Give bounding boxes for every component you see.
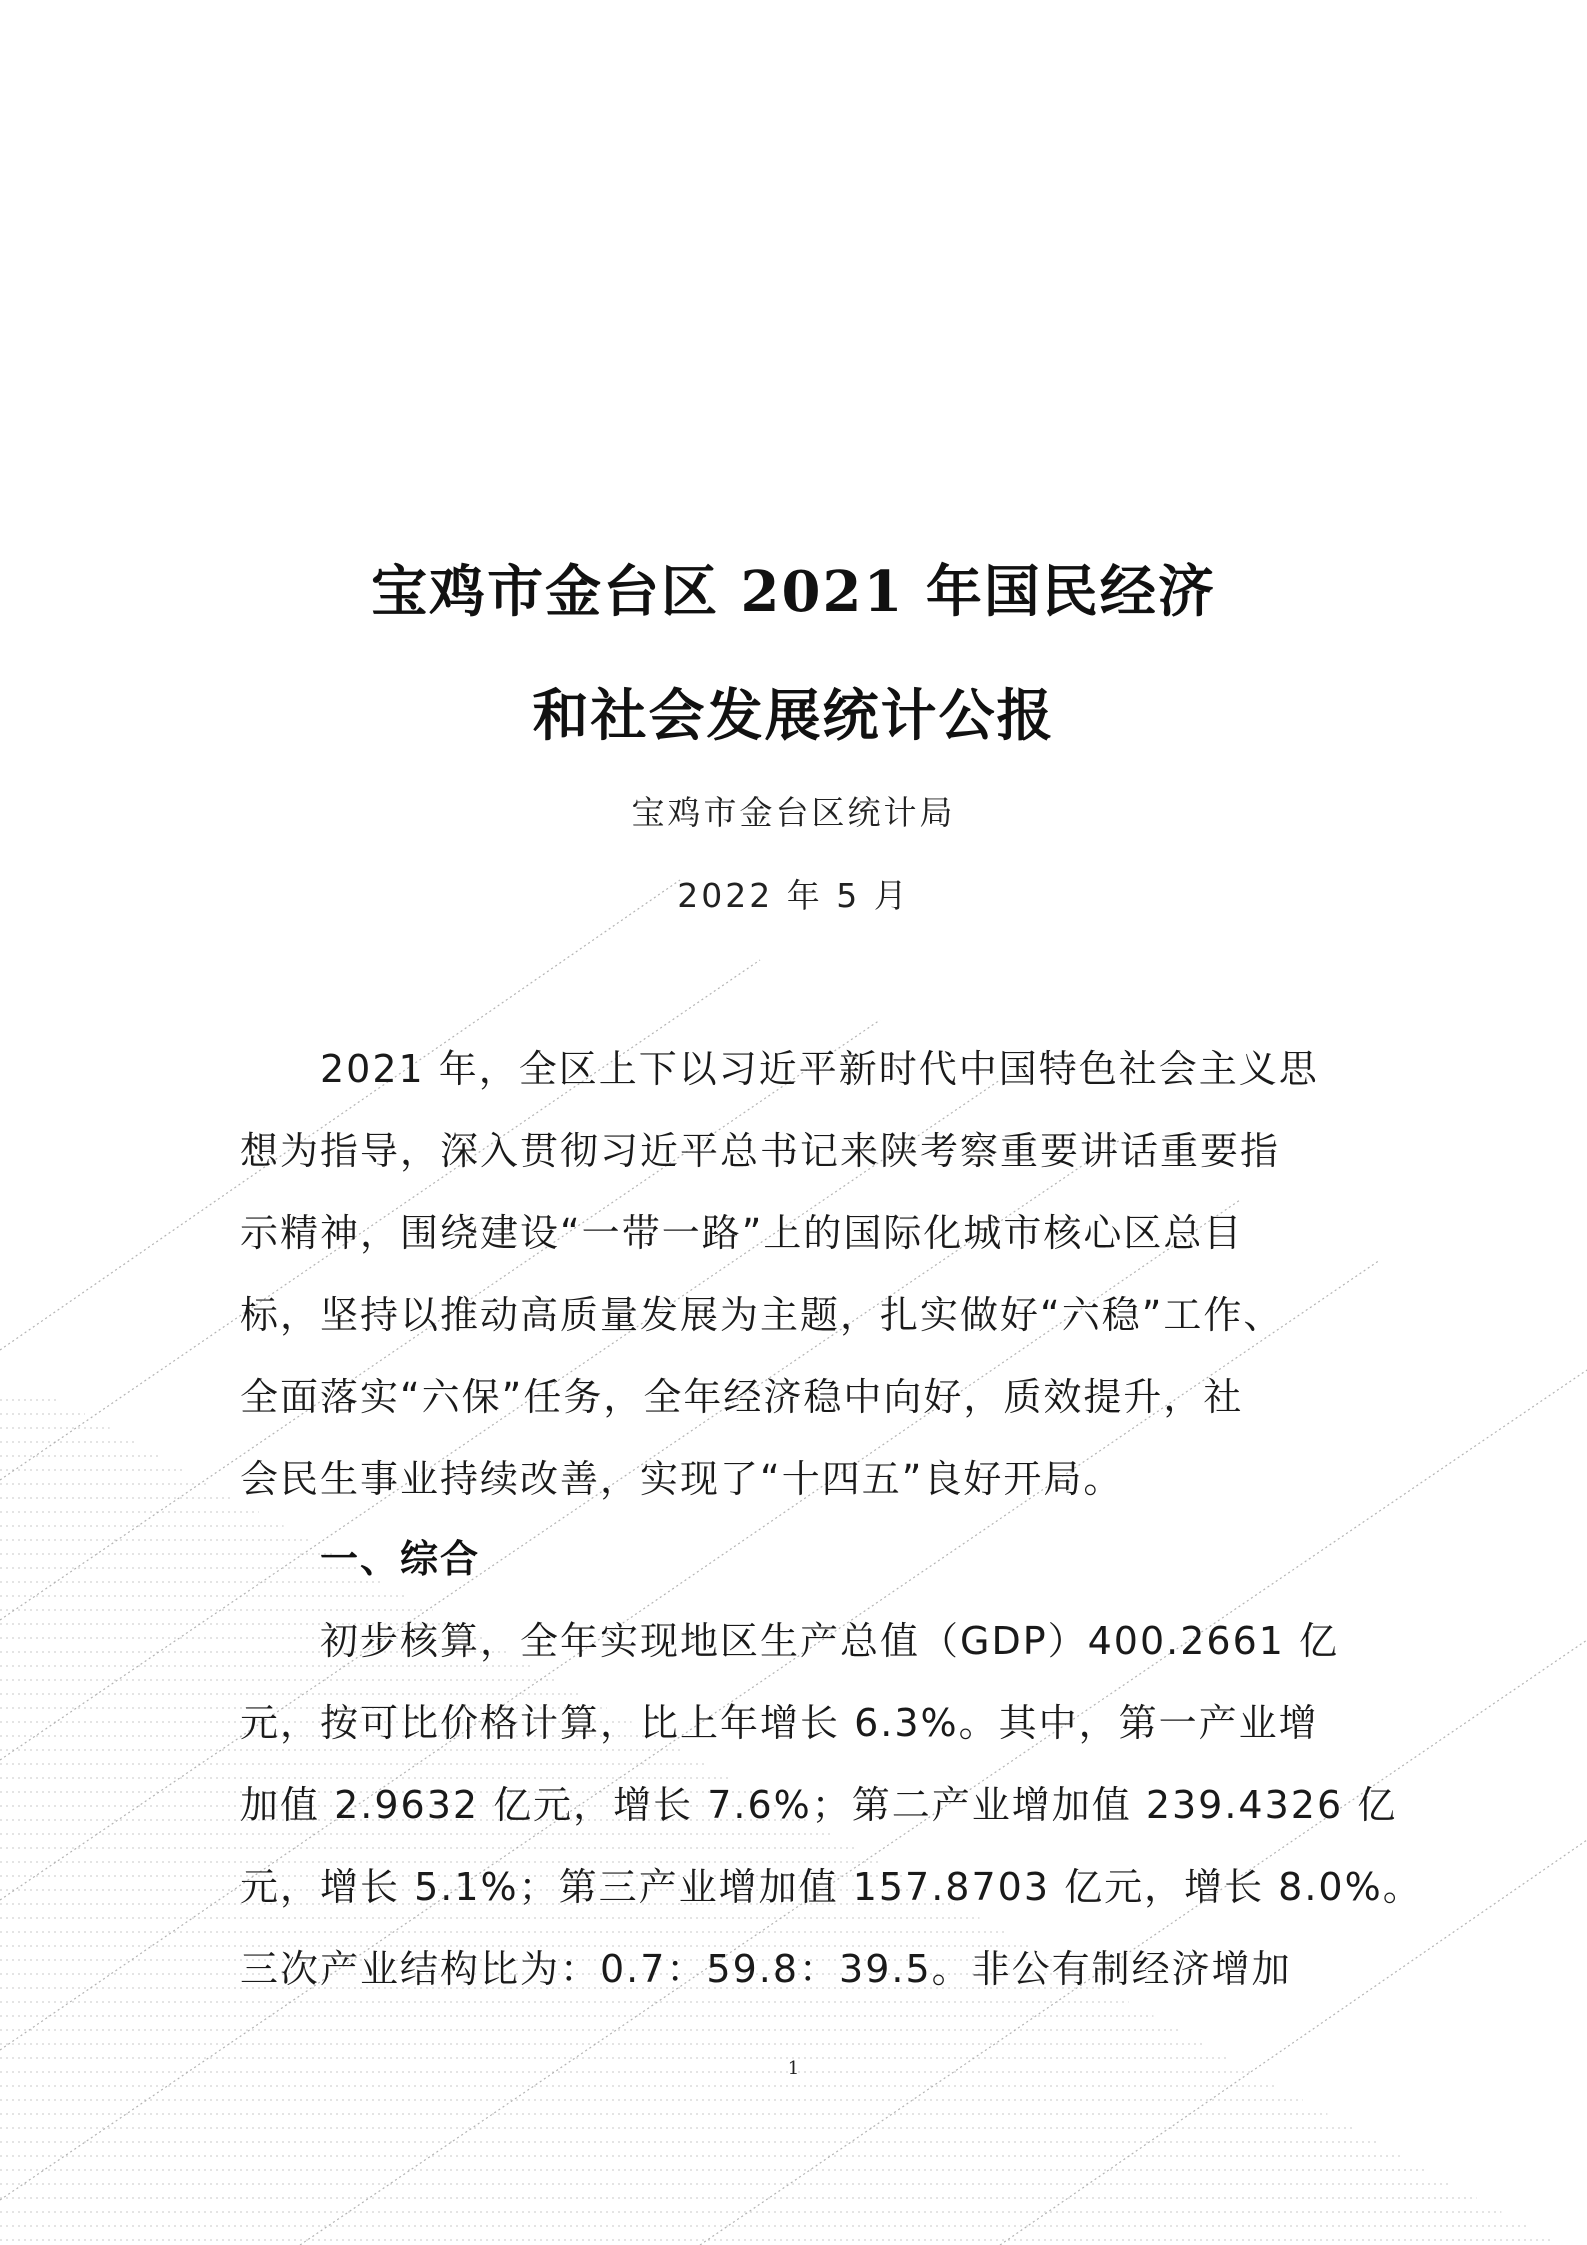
document-title-line-2: 和社会发展统计公报 bbox=[532, 683, 1055, 749]
section-heading-overview: 一、综合 bbox=[320, 1537, 481, 1581]
intro-line: 示精神，围绕建设“一带一路”上的国际化城市核心区总目 bbox=[240, 1211, 1244, 1255]
intro-line: 想为指导，深入贯彻习近平总书记来陕考察重要讲话重要指 bbox=[240, 1129, 1281, 1173]
section-line: 元，按可比价格计算，比上年增长 6.3%。其中，第一产业增 bbox=[240, 1701, 1319, 1745]
intro-line: 会民生事业持续改善，实现了“十四五”良好开局。 bbox=[240, 1457, 1124, 1501]
intro-line: 标，坚持以推动高质量发展为主题，扎实做好“六稳”工作、 bbox=[240, 1293, 1284, 1337]
intro-line: 2021 年，全区上下以习近平新时代中国特色社会主义思 bbox=[320, 1047, 1319, 1091]
section-line: 元，增长 5.1%；第三产业增加值 157.8703 亿元，增长 8.0%。 bbox=[240, 1865, 1423, 1909]
section-line: 初步核算，全年实现地区生产总值（GDP）400.2661 亿 bbox=[320, 1619, 1340, 1663]
section-line: 加值 2.9632 亿元，增长 7.6%；第二产业增加值 239.4326 亿 bbox=[240, 1783, 1398, 1827]
page-number: 1 bbox=[787, 2058, 800, 2079]
publication-date: 2022 年 5 月 bbox=[677, 876, 910, 915]
section-line: 三次产业结构比为：0.7：59.8：39.5。非公有制经济增加 bbox=[240, 1947, 1292, 1991]
issuing-authority: 宝鸡市金台区统计局 bbox=[631, 793, 956, 832]
document-title-line-1: 宝鸡市金台区 2021 年国民经济 bbox=[371, 559, 1216, 625]
intro-line: 全面落实“六保”任务，全年经济稳中向好，质效提升，社 bbox=[240, 1375, 1244, 1419]
